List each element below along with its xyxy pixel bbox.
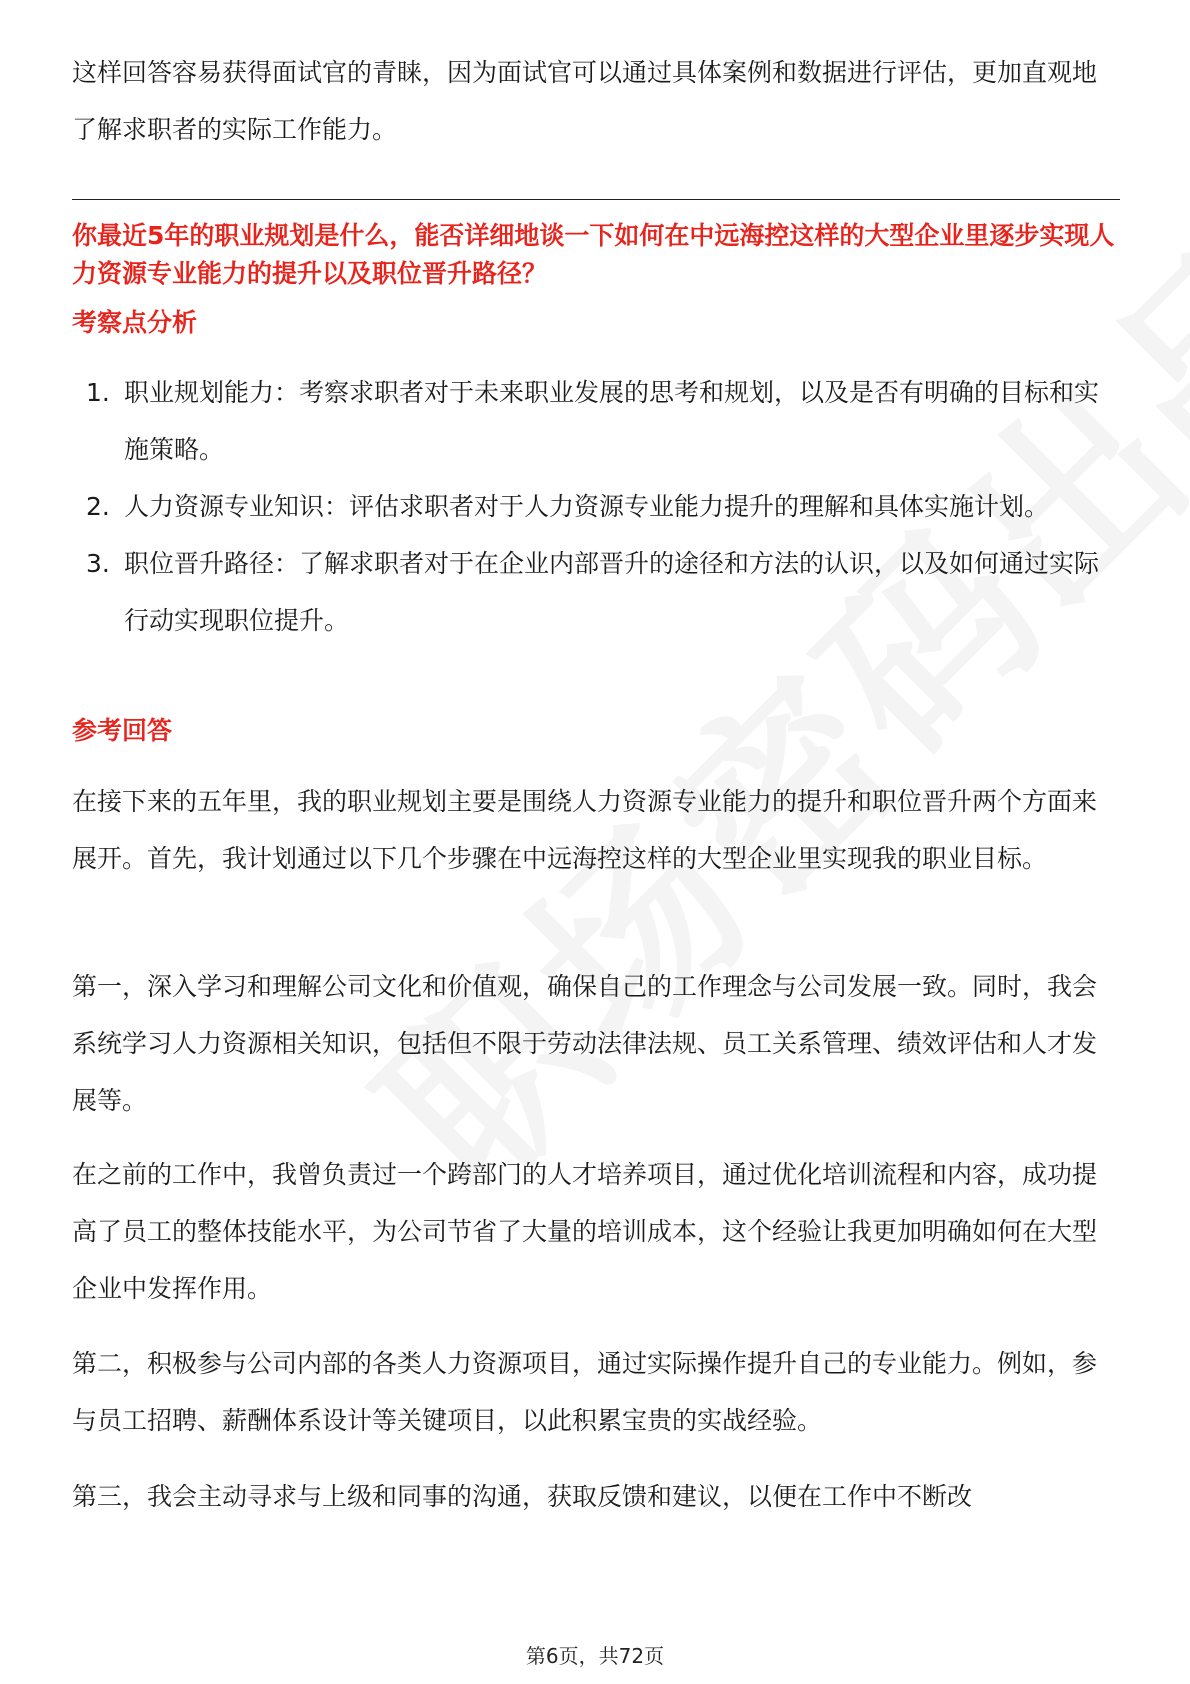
list-item-text: 职位晋升路径：了解求职者对于在企业内部晋升的途径和方法的认识，以及如何通过实际行动实现职位提升。 [124, 549, 1100, 635]
answer-paragraph: 第三，我会主动寻求与上级和同事的沟通，获取反馈和建议，以便在工作中不断改 [72, 1482, 973, 1511]
list-item-text: 人力资源专业知识：评估求职者对于人力资源专业能力提升的理解和具体实施计划。 [124, 492, 1050, 521]
list-item [72, 364, 1120, 478]
page-number: 第6页，共72页 [525, 1644, 665, 1668]
list-item-number: 2. [86, 492, 110, 521]
list-item-number: 3. [86, 549, 110, 578]
answer-paragraph: 在之前的工作中，我曾负责过一个跨部门的人才培养项目，通过优化培训流程和内容，成功提高了员工的整体技能水平，为公司节省了大量的培训成本，这个经验让我更加明确如何在大型企业中发挥作用。 [72, 1160, 1098, 1303]
question-text: 你最近5年的职业规划是什么，能否详细地谈一下如何在中远海控这样的大型企业里逐步实现人力资源专业能力的提升以及职位晋升路径？ [72, 221, 1115, 288]
list-item-text: 职业规划能力：考察求职者对于未来职业发展的思考和规划，以及是否有明确的目标和实施策略。 [124, 378, 1100, 464]
top-paragraph: 这样回答容易获得面试官的青睐，因为面试官可以通过具体案例和数据进行评估，更加直观地了解求职者的实际工作能力。 [72, 58, 1098, 144]
answer-paragraph: 第一，深入学习和理解公司文化和价值观，确保自己的工作理念与公司发展一致。同时，我会系统学习人力资源相关知识，包括但不限于劳动法律法规、员工关系管理、绩效评估和人才发展等。 [72, 972, 1098, 1115]
answer-paragraph: 在接下来的五年里，我的职业规划主要是围绕人力资源专业能力的提升和职位晋升两个方面来展开。首先，我计划通过以下几个步骤在中远海控这样的大型企业里实现我的职业目标。 [72, 787, 1098, 873]
answer-heading: 参考回答 [72, 716, 173, 745]
answer-paragraph: 第二，积极参与公司内部的各类人力资源项目，通过实际操作提升自己的专业能力。例如，参与员工招聘、薪酬体系设计等关键项目，以此积累宝贵的实战经验。 [72, 1349, 1098, 1435]
list-item [72, 478, 1120, 535]
list-item [72, 535, 1120, 649]
analysis-heading: 考察点分析 [72, 308, 198, 337]
section-divider [72, 199, 1120, 200]
analysis-list [72, 364, 1120, 649]
list-item-number: 1. [86, 378, 110, 407]
